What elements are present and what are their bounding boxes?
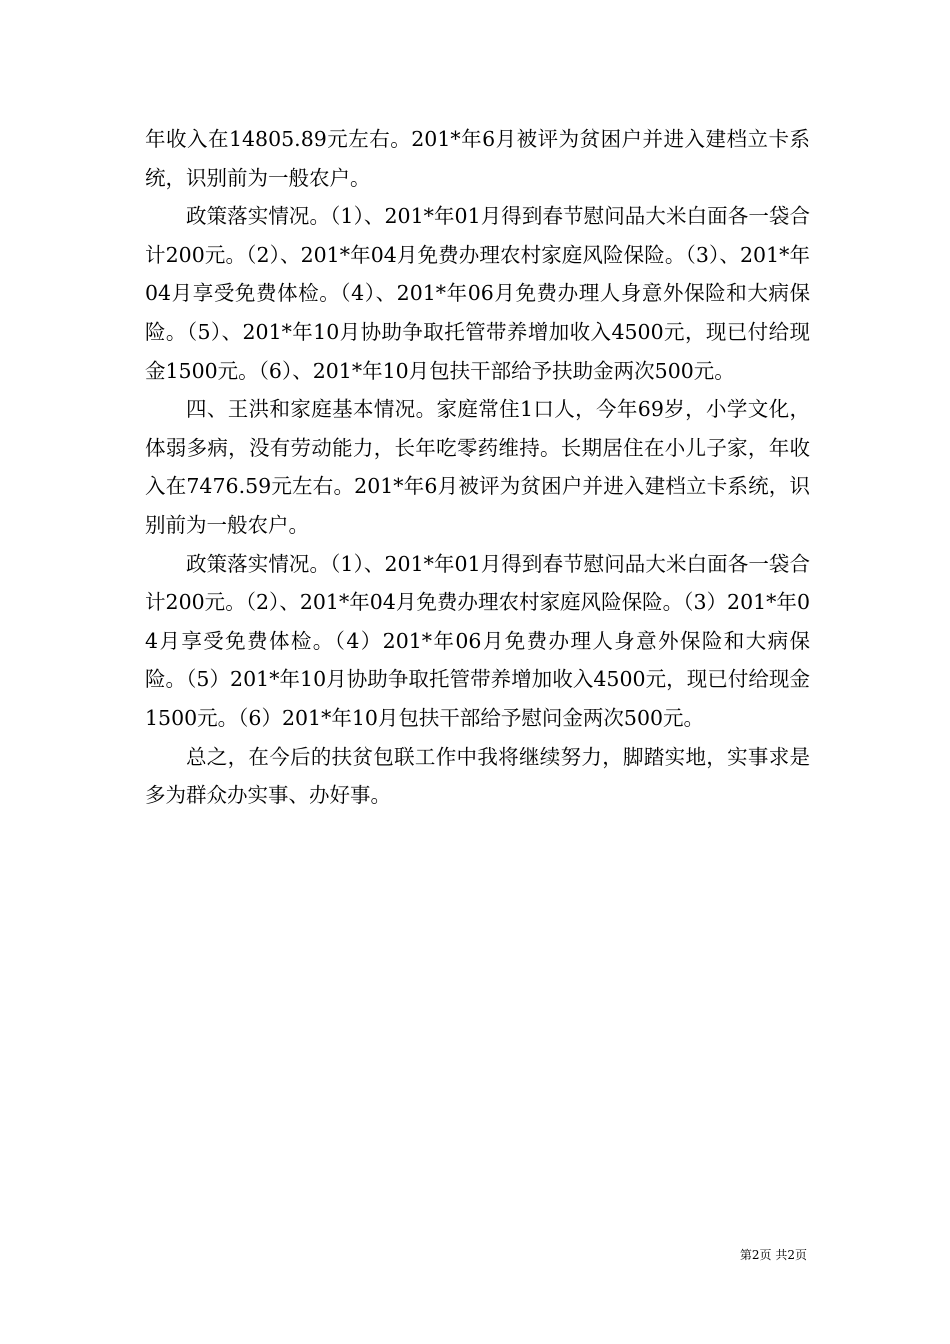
page-footer — [740, 1247, 807, 1263]
paragraph-income-summary: 年收入在14805.89元左右。201*年6月被评为贫困户并进入建档立卡系统，识别前为一般农户。 — [145, 127, 810, 190]
paragraph-household-wang-honghe: 四、王洪和家庭基本情况。家庭常住1口人，今年69岁，小学文化，体弱多病，没有劳动能力，长年吃零药维持。长期居住在小儿子家，年收入在7476.59元左右。201*年6月被评为贫困户并进入建档立卡系统，识别前为一般农户。 — [145, 397, 810, 537]
paragraph-policy-implementation-2: 政策落实情况。（1）、201*年01月得到春节慰问品大米白面各一袋合计200元。（2）、201*年04月免费办理农村家庭风险保险。（3）201*年04月享受免费体检。（4）201*年06月免费办理人身意外保险和大病保险。（5）201*年10月协助争取托管带养增加收入4500元，现已付给现金1500元。（6）201*年10月包扶干部给予慰问金两次500元。 — [145, 551, 810, 730]
document-body — [145, 120, 810, 815]
paragraph-policy-implementation-1: 政策落实情况。（1）、201*年01月得到春节慰问品大米白面各一袋合计200元。（2）、201*年04月免费办理农村家庭风险保险。（3）、201*年04月享受免费体检。（4）、201*年06月免费办理人身意外保险和大病保险。（5）、201*年10月协助争取托管带养增加收入4500元，现已付给现金1500元。（6）、201*年10月包扶干部给予扶助金两次500元。 — [145, 204, 810, 383]
paragraph-conclusion: 总之，在今后的扶贫包联工作中我将继续努力，脚踏实地，实事求是多为群众办实事、办好事。 — [145, 744, 810, 808]
page-number: 第2页 共2页 — [739, 1248, 807, 1262]
